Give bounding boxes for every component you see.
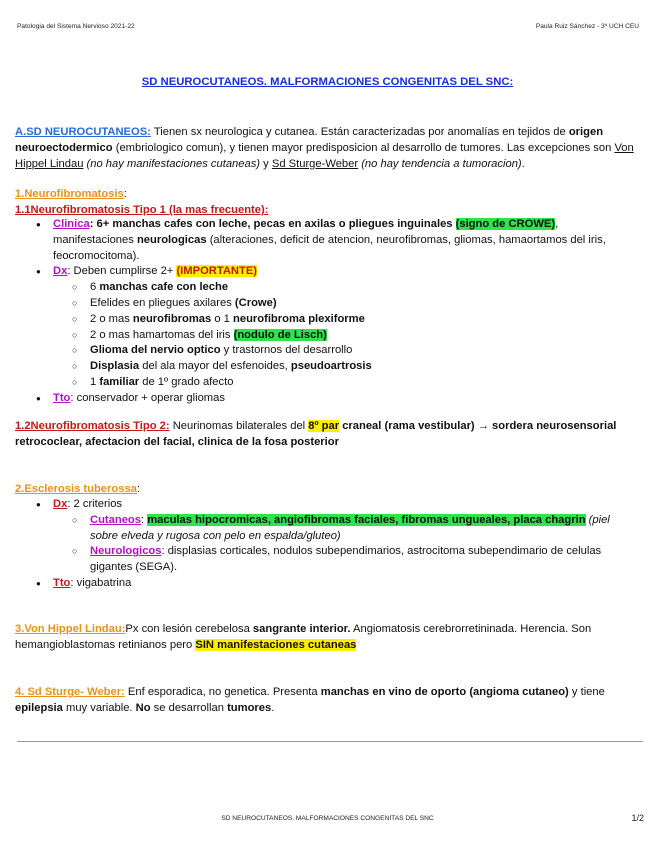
tto-text: : conservador + operar gliomas — [70, 391, 225, 404]
intro-heading: A.SD NEUROCUTANEOS: — [15, 126, 151, 138]
sw-text-5: . — [271, 702, 275, 714]
cutaneos-italic: (piel sobre elveda y rugosa con pelo en espalda/gluteo) — [90, 513, 610, 542]
nf1-dx-item — [15, 264, 640, 280]
intro-italic-1: (no hay manifestaciones cutaneas) — [83, 158, 261, 170]
intro-text-1: Tienen sx neurologica y cutanea. Están caracterizadas por anomalías en tejidos de — [150, 126, 569, 138]
cutaneos-label: Cutaneos — [90, 513, 141, 526]
nf2-text: Neurinomas bilaterales del — [169, 420, 309, 432]
vhl-bold: sangrante interior. — [252, 623, 351, 635]
clinica-text-1: , manifestaciones — [53, 218, 559, 246]
nf1-clinica-item: ● Clinica: 6+ manchas cafes con leche, pecas en axilas o pliegues inguinales (signo de CROWE), manifestaciones neurologicas (alteraciones, deficit de atencion, neurofibromas, gliomas, hamaortamos del iris, feocromocitoma). — [15, 217, 640, 264]
sw-heading: 4. Sd Sturge- Weber: — [15, 686, 125, 698]
nf1-heading: 1.1Neurofibromatosis Tipo 1 (la mas frecuente): — [15, 204, 269, 216]
et-neurologicos-item — [15, 544, 640, 576]
criterion-3 — [15, 312, 640, 328]
sin-manifestaciones-highlight: SIN manifestaciones cutaneas — [195, 639, 357, 651]
criterion-4 — [15, 328, 640, 344]
nf2-paragraph — [15, 418, 640, 450]
page-number: 1/2 — [631, 813, 644, 823]
clinica-label: Clinica — [53, 218, 90, 230]
sw-bold-3: No — [135, 702, 151, 714]
intro-text-3: y — [260, 158, 272, 170]
et-tto-item — [15, 576, 640, 592]
nf1-tto-item — [15, 391, 640, 407]
c3-bold: neurofibromas — [132, 312, 212, 325]
lisch-highlight: (nodulo de Lisch) — [233, 328, 327, 341]
sw-text-2: y tiene — [568, 686, 605, 698]
intro-vhl-ref: Von Hippel Lindau — [15, 142, 634, 170]
c1-text: 6 — [90, 281, 100, 294]
neurologicos-label: Neurologicos — [90, 545, 162, 558]
c2-bold: (Crowe) — [234, 296, 277, 309]
criterion-1 — [15, 280, 640, 296]
footer-title: SD NEUROCUTANEOS. MALFORMACIONES CONGENITAS DEL SNC — [221, 815, 434, 822]
sw-bold-4: tumores — [227, 702, 272, 714]
clinica-bold: 6+ manchas cafes con leche, pecas en axilas o pliegues inguinales — [96, 218, 453, 230]
c7-bold: familiar — [99, 375, 140, 388]
nf2-bold: craneal (rama vestibular) → sordera neurosensorial retrococlear, afectacion del facial, clinica de la fosa posterior — [15, 420, 617, 448]
et-dx-text: : 2 criterios — [67, 498, 123, 510]
criterion-2 — [15, 296, 640, 312]
sw-text-4: se desarrollan — [150, 702, 228, 714]
c3-text: 2 o mas — [90, 312, 133, 325]
c1-bold: manchas cafe con leche — [99, 281, 229, 294]
et-heading: 2.Esclerosis tuberossa — [15, 483, 137, 495]
vhl-paragraph — [15, 621, 640, 653]
c6-bold: Displasia — [90, 360, 140, 373]
sw-paragraph — [15, 684, 640, 716]
intro-bold-1: origen neuroectodermico — [15, 126, 604, 154]
intro-italic-2: (no hay tendencia a tumoracion) — [358, 158, 522, 170]
neurologicos-text: : displasias corticales, nodulos subependimarios, astrocitoma subependimario de celulas gigantes (SEGA). — [90, 545, 602, 574]
et-colon: : — [136, 483, 140, 495]
nf1-heading-line — [15, 202, 640, 218]
cutaneos-colon: : — [140, 513, 148, 526]
sw-bold-1: manchas en vino de oporto (angioma cutaneo) — [320, 686, 569, 698]
sw-bold-2: epilepsia — [15, 702, 63, 714]
c3-text-2: o 1 — [211, 312, 234, 325]
et-heading-line — [15, 481, 640, 497]
tto-label: Tto — [53, 391, 71, 404]
criterion-6 — [15, 359, 640, 375]
sw-text-3: muy variable. — [62, 702, 136, 714]
c5-text: y trastornos del desarrollo — [220, 344, 353, 357]
nf-heading: 1.Neurofibromatosis — [15, 188, 124, 200]
criterion-5 — [15, 343, 640, 359]
intro-text-2: (embriologico comun), y tienen mayor predisposicion al desarrollo de tumores. Las excepciones son — [112, 142, 615, 154]
dx-text: : Deben cumplirse 2+ — [67, 265, 177, 278]
nf-heading-line — [15, 186, 640, 202]
importante-highlight: (IMPORTANTE) — [176, 265, 258, 278]
vhl-heading: 3.Von Hippel Lindau: — [15, 623, 126, 635]
page-title: SD NEUROCUTANEOS. MALFORMACIONES CONGENITAS DEL SNC: — [141, 76, 514, 88]
octavo-par-highlight: 8º par — [308, 420, 340, 432]
nf1-list — [15, 217, 640, 407]
c7-text: 1 — [90, 375, 100, 388]
c6-text: del ala mayor del esfenoides, — [139, 360, 291, 373]
nf-colon: : — [123, 188, 127, 200]
header-left: Patologia del Sistema Nervioso 2021-22 — [17, 23, 135, 30]
et-tto-label: Tto — [53, 576, 71, 589]
vhl-text-1: Px con lesión cerebelosa — [125, 623, 253, 635]
c7-text-2: de 1º grado afecto — [139, 375, 234, 388]
clinica-bold-2: neurologicas — [136, 233, 207, 246]
et-dx-item — [15, 497, 640, 513]
c3-bold-2: neurofibroma plexiforme — [233, 312, 365, 325]
criterion-7 — [15, 375, 640, 391]
et-dx-label: Dx — [53, 498, 68, 510]
et-tto-text: : vigabatrina — [70, 576, 132, 589]
dx-label: Dx — [53, 265, 68, 278]
c5-bold: Glioma del nervio optico — [90, 344, 221, 357]
sw-text-1: Enf esporadica, no genetica. Presenta — [124, 686, 321, 698]
nf2-heading: 1.2Neurofibromatosis Tipo 2: — [15, 420, 170, 432]
crowe-highlight: (signo de CROWE) — [455, 218, 556, 230]
footer-divider — [17, 741, 643, 742]
clinica-text-2: (alteraciones, deficit de atencion, neurofibromas, gliomas, hamaortamos del iris, feocromocitoma). — [53, 233, 606, 262]
cutaneos-highlight: maculas hipocromicas, angiofibromas faciales, fibromas ungueales, placa chagrin — [147, 513, 586, 526]
c6-bold-2: pseudoartrosis — [290, 360, 372, 373]
header-right: Paula Ruiz Sánchez - 3º UCH CEU — [535, 23, 639, 30]
c4-text: 2 o mas hamartomas del iris — [90, 328, 234, 341]
et-list — [15, 497, 640, 592]
vhl-text-2: Angiomatosis cerebrorretininada. Herencia. Son hemangioblastomas retinianos pero — [15, 623, 592, 651]
intro-paragraph — [15, 124, 640, 172]
intro-text-4: . — [521, 158, 525, 170]
c2-text: Efelides en pliegues axilares — [90, 296, 235, 309]
intro-sw-ref: Sd Sturge-Weber — [271, 158, 359, 170]
et-cutaneos-item — [15, 513, 640, 545]
